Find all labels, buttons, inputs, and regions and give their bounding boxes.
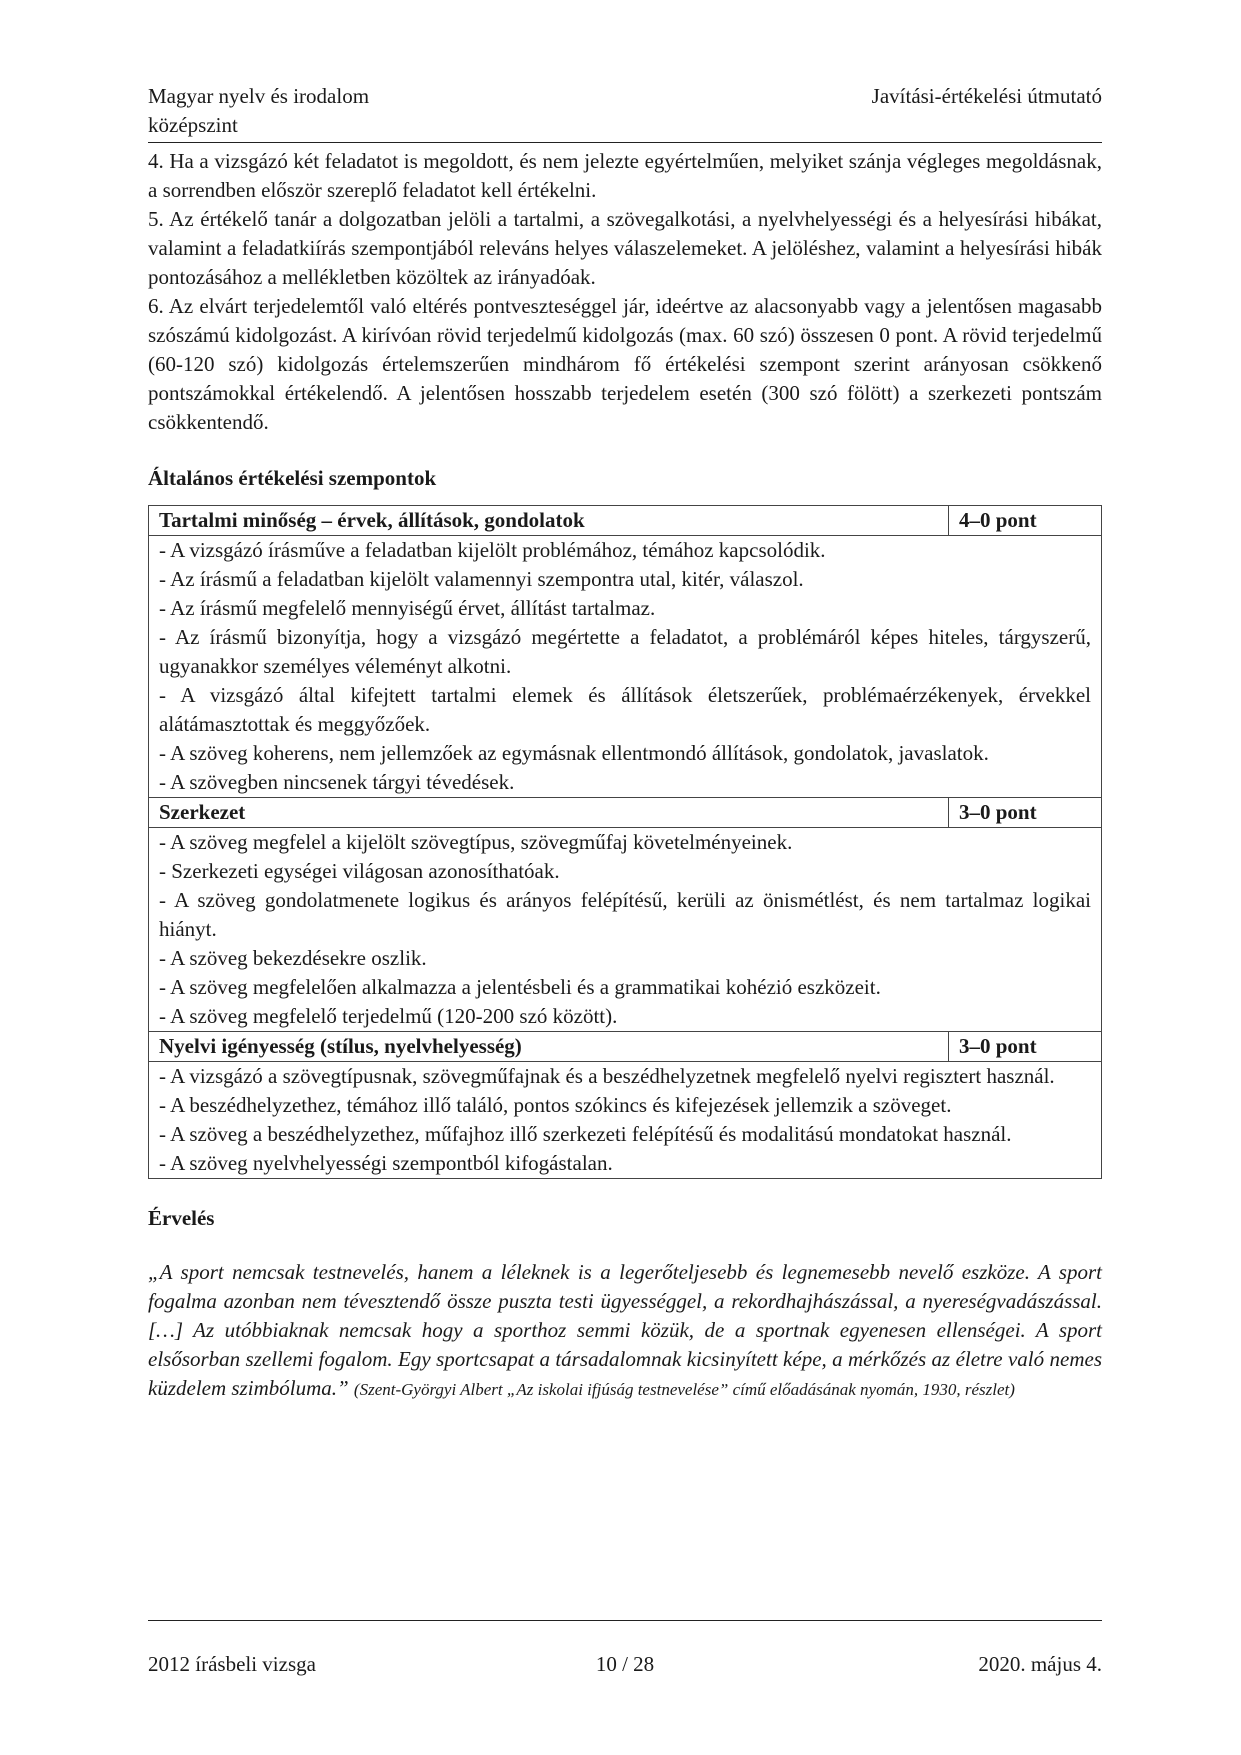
criteria-item: - A szöveg koherens, nem jellemzőek az egymásnak ellentmondó állítások, gondolatok, javaslatok.	[159, 741, 989, 765]
criteria-items-row	[149, 828, 1102, 1032]
header-doc-type: Javítási-értékelési útmutató	[871, 84, 1102, 108]
criteria-title: Tartalmi minőség – érvek, állítások, gondolatok	[149, 506, 949, 536]
criteria-items	[149, 536, 1102, 798]
criteria-item: - Az írásmű bizonyítja, hogy a vizsgázó megértette a feladatot, a problémáról képes hiteles, tárgyszerű, ugyanakkor személyes véleményt alkotni.	[159, 625, 1091, 678]
intro-paragraph: 6. Az elvárt terjedelemtől való eltérés pontveszteséggel jár, ideértve az alacsonyabb vagy a jelentősen magasabb szószámú kidolgozást. A kirívóan rövid terjedelmű kidolgozás (max. 60 szó) összesen 0 pont. A rövid terjedelmű (60-120 szó) kidolgozás értelemszerűen mindhárom fő értékelési szempont szerint arányosan csökkenő pontszámokkal értékelendő. A jelentősen hosszabb terjedelem esetén (300 szó fölött) a szerkezeti pontszám csökkentendő.	[148, 294, 1102, 434]
criteria-title: Nyelvi igényesség (stílus, nyelvhelyesség)	[149, 1032, 949, 1062]
criteria-item: - A szöveg megfelel a kijelölt szövegtípus, szövegműfaj követelményeinek.	[159, 830, 793, 854]
header-left	[148, 82, 369, 140]
header-rule	[148, 142, 1102, 143]
criteria-item: - A szöveg nyelvhelyességi szempontból kifogástalan.	[159, 1151, 613, 1175]
criteria-item: - A szöveg megfelelő terjedelmű (120-200 szó között).	[159, 1004, 618, 1028]
intro-section	[148, 147, 1102, 437]
quote-block	[148, 1258, 1102, 1404]
footer-date: 2020. május 4.	[978, 1652, 1102, 1676]
criteria-item: - A szövegben nincsenek tárgyi tévedések.	[159, 770, 515, 794]
page-footer	[148, 1650, 1102, 1679]
criteria-heading: Általános értékelési szempontok	[148, 466, 437, 490]
footer-rule	[148, 1620, 1102, 1621]
criteria-header-row	[149, 798, 1102, 828]
page-header	[148, 82, 1102, 140]
criteria-item: - A szöveg bekezdésekre oszlik.	[159, 946, 427, 970]
criteria-points: 4–0 pont	[949, 506, 1102, 536]
criteria-items	[149, 1062, 1102, 1179]
page-number: 10 / 28	[595, 1652, 655, 1676]
quote-text: „A sport nemcsak testnevelés, hanem a léleknek is a legerőteljesebb és legnemesebb nevelő eszköze. A sport fogalma azonban nem tévesztendő össze puszta testi ügyességgel, a rekordhajhászással, a nyereségvadászással. […] Az utóbbiaknak nemcsak hogy a sporthoz semmi közük, de a sportnak egyenesen ellenségei. A sport elsősorban szellemi fogalom. Egy sportcsapat a társadalomnak kicsinyített képe, a mérkőzés az életre való nemes küzdelem szimbóluma.”	[148, 1260, 1102, 1400]
criteria-item: - Az írásmű megfelelő mennyiségű érvet, állítást tartalmaz.	[159, 596, 656, 620]
quote-source: (Szent-Györgyi Albert „Az iskolai ifjúság testnevelése” című előadásának nyomán, 1930, részlet)	[353, 1380, 1015, 1399]
criteria-item: - A beszédhelyzethez, témához illő találó, pontos szókincs és kifejezések jellemzik a szöveget.	[159, 1093, 952, 1117]
page	[148, 82, 1102, 1404]
criteria-item: - Szerkezeti egységei világosan azonosíthatóak.	[159, 859, 560, 883]
criteria-points: 3–0 pont	[949, 1032, 1102, 1062]
criteria-item: - A vizsgázó a szövegtípusnak, szövegműfajnak és a beszédhelyzetnek megfelelő nyelvi regisztert használ.	[159, 1064, 1055, 1088]
section-heading: Érvelés	[148, 1206, 215, 1230]
criteria-item: - A szöveg a beszédhelyzethez, műfajhoz illő szerkezeti felépítésű és modalitású mondatokat használ.	[159, 1122, 1012, 1146]
criteria-item: - A vizsgázó írásműve a feladatban kijelölt problémához, témához kapcsolódik.	[159, 538, 826, 562]
header-level: középszint	[148, 113, 238, 137]
criteria-item: - Az írásmű a feladatban kijelölt valamennyi szempontra utal, kitér, válaszol.	[159, 567, 804, 591]
criteria-table	[148, 505, 1102, 1179]
intro-paragraph: 4. Ha a vizsgázó két feladatot is megoldott, és nem jelezte egyértelműen, melyiket szánja végleges megoldásnak, a sorrendben először szereplő feladatot kell értékelni.	[148, 149, 1102, 202]
criteria-item: - A vizsgázó által kifejtett tartalmi elemek és állítások életszerűek, problémaérzékenyek, érvekkel alátámasztottak és meggyőzőek.	[159, 683, 1091, 736]
criteria-points: 3–0 pont	[949, 798, 1102, 828]
criteria-item: - A szöveg megfelelően alkalmazza a jelentésbeli és a grammatikai kohézió eszközeit.	[159, 975, 881, 999]
criteria-title: Szerkezet	[149, 798, 949, 828]
criteria-items-row	[149, 536, 1102, 798]
criteria-header-row	[149, 506, 1102, 536]
criteria-header-row	[149, 1032, 1102, 1062]
criteria-item: - A szöveg gondolatmenete logikus és arányos felépítésű, kerüli az önismétlést, és nem tartalmaz logikai hiányt.	[159, 888, 1091, 941]
intro-paragraph: 5. Az értékelő tanár a dolgozatban jelöli a tartalmi, a szövegalkotási, a nyelvhelyességi és a helyesírási hibákat, valamint a feladatkiírás szempontjából releváns helyes válaszelemeket. A jelöléshez, valamint a helyesírási hibák pontozásához a mellékletben közöltek az irányadóak.	[148, 207, 1102, 289]
footer-exam: 2012 írásbeli vizsga	[148, 1652, 316, 1676]
criteria-items	[149, 828, 1102, 1032]
criteria-items-row	[149, 1062, 1102, 1179]
header-subject: Magyar nyelv és irodalom	[148, 84, 370, 108]
